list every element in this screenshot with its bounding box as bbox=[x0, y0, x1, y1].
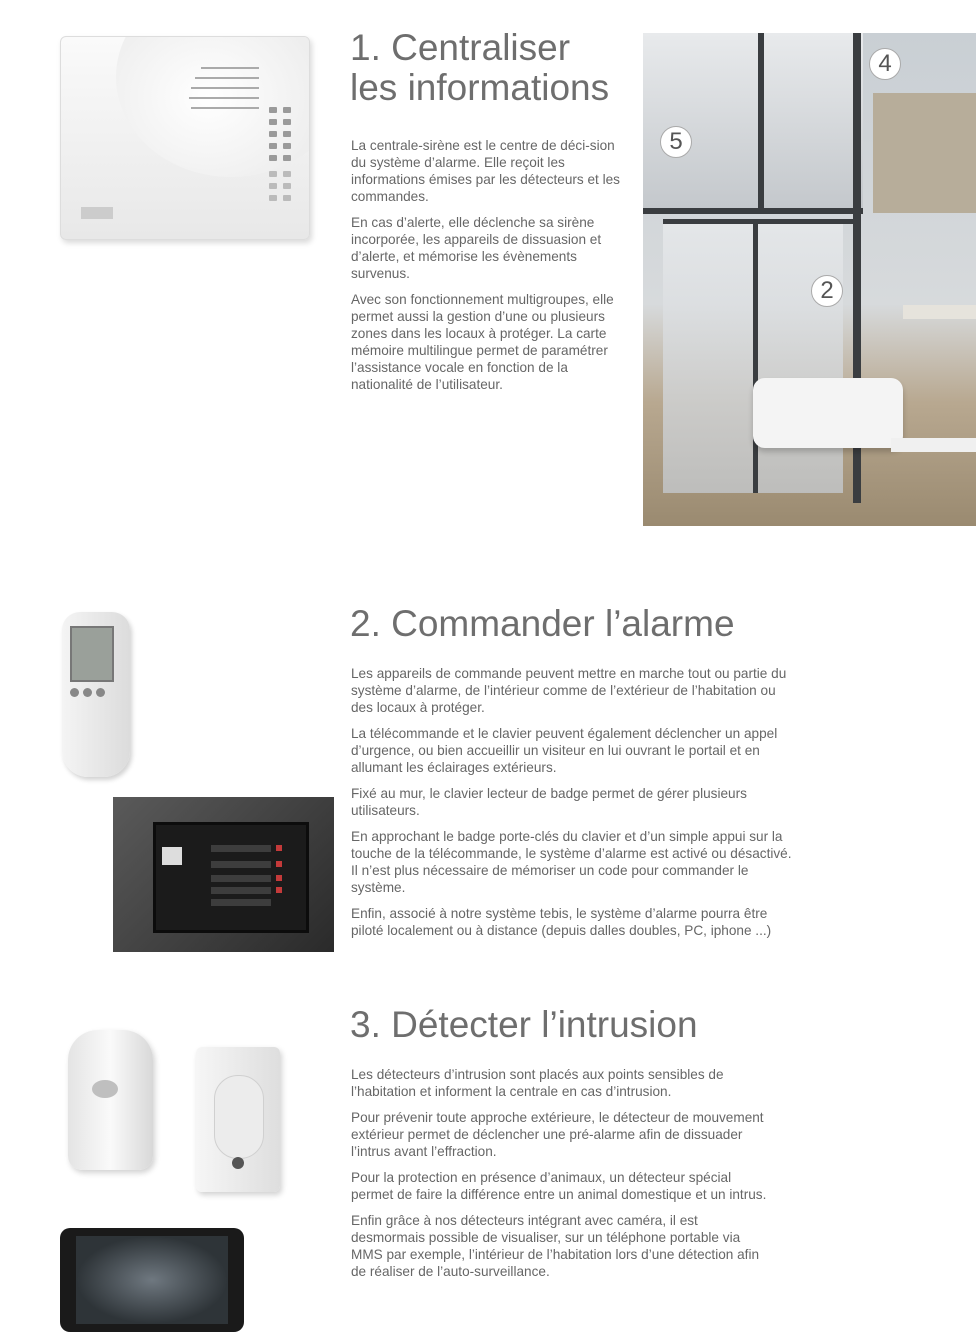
alarm-central-unit-image bbox=[60, 36, 310, 240]
section3-paragraph: Pour prévenir toute approche extérieure, le détecteur de mouvement extérieur permet de déclencher une pré-alarme afin de dissuader l’intrus avant l’effraction. bbox=[351, 1110, 764, 1159]
section1-title-line2: les informations bbox=[350, 67, 610, 108]
outdoor-motion-detector-image bbox=[68, 1030, 153, 1170]
living-room-photo bbox=[643, 33, 976, 526]
smartphone-image bbox=[60, 1228, 244, 1332]
photo-badge: 5 bbox=[660, 126, 692, 158]
section3-paragraph: Enfin grâce à nos détecteurs intégrant avec caméra, il est desmormais possible de visualiser, sur un téléphone portable via MMS par exemple, l’intérieur de l’habitation lors d’une détection afin de réaliser de l’auto-surveillance. bbox=[351, 1213, 760, 1279]
section1-paragraph: Avec son fonctionnement multigroupes, elle permet aussi la gestion d’une ou plusieurs zones dans les locaux à protéger. La carte mémoire multilingue permet de paramétrer l’assistance vocale en fonction de la nationalité de l’utilisateur. bbox=[351, 292, 614, 392]
camera-detector-image bbox=[196, 1047, 280, 1192]
photo-badge: 2 bbox=[811, 275, 843, 307]
section3-paragraph: Pour la protection en présence d’animaux, un détecteur spécial permet de faire la différence entre un animal domestique et un intrus. bbox=[351, 1170, 767, 1202]
section1-paragraph: La centrale-sirène est le centre de déci-sion du système d’alarme. Elle reçoit les informations émises par les détecteurs et les commandes. bbox=[351, 138, 620, 204]
section3-body bbox=[351, 1066, 771, 1289]
section1-paragraph: En cas d’alerte, elle déclenche sa sirène incorporée, les appareils de dissuasion et d’alerte, et mémorise les évènements survenus. bbox=[351, 215, 602, 281]
photo-badge: 4 bbox=[869, 48, 901, 80]
section2-body bbox=[351, 665, 796, 948]
section2-paragraph: En approchant le badge porte-clés du clavier et d’un simple appui sur la touche de la télécommande, le système d’alarme est activé ou désactivé. Il n’est plus nécessaire de mémoriser un code pour commander le système. bbox=[351, 829, 792, 895]
section3-title: 3. Détecter l’intrusion bbox=[350, 1004, 698, 1045]
touchscreen-panel-image bbox=[113, 797, 334, 952]
section1-title bbox=[350, 28, 650, 108]
section2-paragraph: Fixé au mur, le clavier lecteur de badge permet de gérer plusieurs utilisateurs. bbox=[351, 786, 747, 818]
section2-paragraph: La télécommande et le clavier peuvent également déclencher un appel d’urgence, ou bien accueillir un visiteur en lui ouvrant le portail et en allumant les éclairages extérieurs. bbox=[351, 726, 778, 775]
section1-title-line1: 1. Centraliser bbox=[350, 27, 571, 68]
section1-body bbox=[351, 137, 631, 402]
remote-control-image bbox=[62, 612, 130, 777]
section3-paragraph: Les détecteurs d’intrusion sont placés aux points sensibles de l’habitation et informent la centrale en cas d’intrusion. bbox=[351, 1067, 724, 1099]
section2-title: 2. Commander l’alarme bbox=[350, 603, 735, 644]
section2-paragraph: Enfin, associé à notre système tebis, le système d’alarme pourra être piloté localement ou à distance (depuis dalles doubles, PC, iphone ...) bbox=[351, 906, 772, 938]
section2-paragraph: Les appareils de commande peuvent mettre en marche tout ou partie du système d’alarme, de l’intérieur comme de l’extérieur de l’habitation ou des locaux à protéger. bbox=[351, 666, 787, 715]
